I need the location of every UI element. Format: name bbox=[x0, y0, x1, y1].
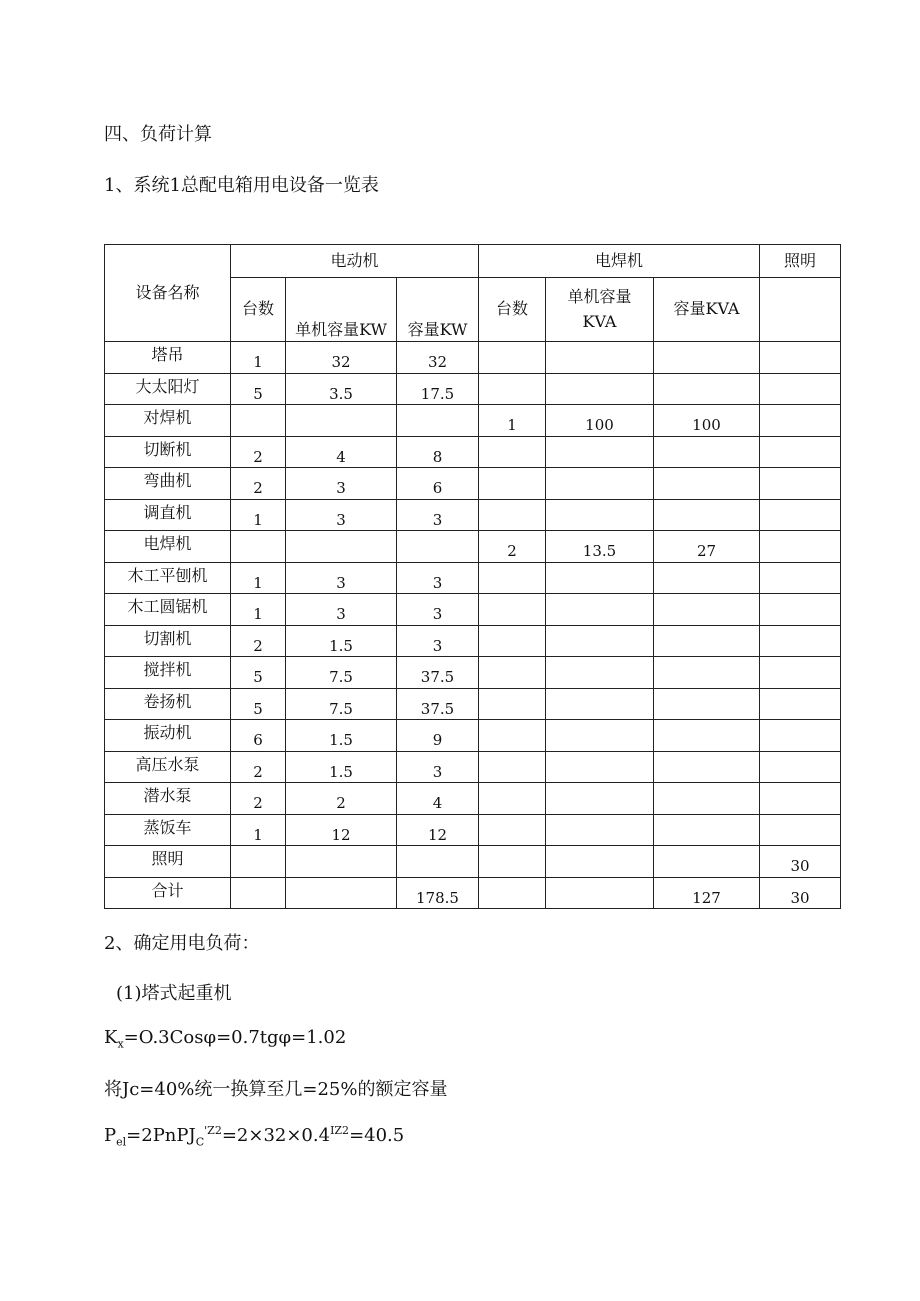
welder-unit-capacity-cell bbox=[546, 373, 654, 405]
lighting-cell bbox=[760, 405, 841, 437]
motor-capacity-cell: 4 bbox=[397, 783, 479, 815]
motor-unit-capacity-cell bbox=[286, 877, 397, 909]
welder-unit-capacity-cell bbox=[546, 751, 654, 783]
motor-unit-capacity-cell: 3 bbox=[286, 499, 397, 531]
device-name-cell: 合计 bbox=[105, 877, 231, 909]
table-row bbox=[105, 342, 841, 374]
motor-capacity-cell: 12 bbox=[397, 814, 479, 846]
motor-unit-capacity-cell: 1.5 bbox=[286, 720, 397, 752]
lighting-cell bbox=[760, 562, 841, 594]
lighting-cell bbox=[760, 688, 841, 720]
lighting-cell bbox=[760, 657, 841, 689]
table-row bbox=[105, 499, 841, 531]
welder-unit-capacity-cell bbox=[546, 688, 654, 720]
welder-unit-capacity-cell: 13.5 bbox=[546, 531, 654, 563]
formula-kx-sub: x bbox=[117, 1037, 124, 1051]
item-tower-crane: (1)塔式起重机 bbox=[116, 983, 232, 1004]
table-row bbox=[105, 657, 841, 689]
welder-count-cell bbox=[479, 814, 546, 846]
table-row bbox=[105, 877, 841, 909]
lighting-cell bbox=[760, 373, 841, 405]
welder-unit-capacity-cell bbox=[546, 720, 654, 752]
motor-count-cell: 1 bbox=[231, 342, 286, 374]
motor-unit-capacity-cell bbox=[286, 531, 397, 563]
formula-kx bbox=[104, 1027, 346, 1051]
device-name-cell: 塔吊 bbox=[105, 342, 231, 374]
motor-unit-capacity-cell: 4 bbox=[286, 436, 397, 468]
welder-capacity-cell bbox=[654, 436, 760, 468]
motor-count-cell: 1 bbox=[231, 499, 286, 531]
lighting-cell bbox=[760, 531, 841, 563]
motor-capacity-cell: 37.5 bbox=[397, 688, 479, 720]
motor-unit-capacity-cell: 3.5 bbox=[286, 373, 397, 405]
welder-count-cell bbox=[479, 720, 546, 752]
motor-capacity-cell: 3 bbox=[397, 499, 479, 531]
motor-unit-capacity-cell: 3 bbox=[286, 594, 397, 626]
motor-unit-capacity-cell bbox=[286, 846, 397, 878]
table-row bbox=[105, 468, 841, 500]
device-name-cell: 电焊机 bbox=[105, 531, 231, 563]
motor-count-cell: 5 bbox=[231, 688, 286, 720]
motor-capacity-cell: 3 bbox=[397, 594, 479, 626]
load-heading: 2、确定用电负荷： bbox=[104, 933, 260, 954]
welder-unit-capacity-cell bbox=[546, 846, 654, 878]
welder-capacity-cell bbox=[654, 657, 760, 689]
welder-capacity-cell: 27 bbox=[654, 531, 760, 563]
motor-capacity-cell: 9 bbox=[397, 720, 479, 752]
header-motor-capacity: 容量KW bbox=[397, 278, 479, 342]
motor-capacity-cell: 17.5 bbox=[397, 373, 479, 405]
welder-capacity-cell bbox=[654, 499, 760, 531]
welder-capacity-cell bbox=[654, 751, 760, 783]
formula-kx-k: K bbox=[104, 1027, 118, 1048]
welder-capacity-cell: 127 bbox=[654, 877, 760, 909]
table-row bbox=[105, 405, 841, 437]
lighting-cell bbox=[760, 814, 841, 846]
welder-capacity-cell bbox=[654, 846, 760, 878]
motor-capacity-cell: 3 bbox=[397, 562, 479, 594]
motor-count-cell: 5 bbox=[231, 373, 286, 405]
formula-pe-sub: el bbox=[116, 1135, 127, 1149]
motor-unit-capacity-cell: 2 bbox=[286, 783, 397, 815]
welder-unit-capacity-cell: 100 bbox=[546, 405, 654, 437]
welder-capacity-cell bbox=[654, 562, 760, 594]
welder-count-cell bbox=[479, 562, 546, 594]
lighting-cell bbox=[760, 625, 841, 657]
table-caption: 1、系统1总配电箱用电设备一览表 bbox=[104, 175, 379, 196]
header-welder-group: 电焊机 bbox=[479, 245, 760, 278]
device-name-cell: 卷扬机 bbox=[105, 688, 231, 720]
welder-unit-capacity-cell bbox=[546, 436, 654, 468]
motor-count-cell: 1 bbox=[231, 594, 286, 626]
header-welder-unit-capacity-line1: 单机容量 bbox=[567, 287, 632, 307]
table-row bbox=[105, 688, 841, 720]
motor-count-cell: 6 bbox=[231, 720, 286, 752]
table-row bbox=[105, 783, 841, 815]
welder-count-cell bbox=[479, 594, 546, 626]
welder-capacity-cell bbox=[654, 373, 760, 405]
header-motor-group: 电动机 bbox=[231, 245, 479, 278]
motor-count-cell bbox=[231, 405, 286, 437]
welder-unit-capacity-cell bbox=[546, 625, 654, 657]
header-welder-unit-capacity bbox=[546, 278, 654, 342]
device-name-cell: 弯曲机 bbox=[105, 468, 231, 500]
motor-capacity-cell: 32 bbox=[397, 342, 479, 374]
lighting-cell bbox=[760, 468, 841, 500]
motor-capacity-cell: 3 bbox=[397, 751, 479, 783]
welder-unit-capacity-cell bbox=[546, 814, 654, 846]
lighting-cell bbox=[760, 436, 841, 468]
motor-count-cell bbox=[231, 531, 286, 563]
welder-unit-capacity-cell bbox=[546, 468, 654, 500]
welder-count-cell bbox=[479, 877, 546, 909]
formula-pe-sup2: IZ2 bbox=[330, 1124, 350, 1137]
welder-count-cell bbox=[479, 751, 546, 783]
motor-unit-capacity-cell: 32 bbox=[286, 342, 397, 374]
header-welder-capacity: 容量KVA bbox=[654, 278, 760, 342]
motor-count-cell: 2 bbox=[231, 783, 286, 815]
table-row bbox=[105, 751, 841, 783]
table-row bbox=[105, 562, 841, 594]
welder-unit-capacity-cell bbox=[546, 562, 654, 594]
lighting-cell bbox=[760, 783, 841, 815]
motor-unit-capacity-cell: 1.5 bbox=[286, 751, 397, 783]
section-title: 四、负荷计算 bbox=[104, 124, 212, 145]
motor-count-cell: 2 bbox=[231, 625, 286, 657]
lighting-cell bbox=[760, 751, 841, 783]
motor-count-cell: 2 bbox=[231, 436, 286, 468]
motor-capacity-cell: 37.5 bbox=[397, 657, 479, 689]
header-motor-unit-capacity: 单机容量KW bbox=[286, 278, 397, 342]
welder-count-cell bbox=[479, 625, 546, 657]
device-name-cell: 木工圆锯机 bbox=[105, 594, 231, 626]
motor-capacity-cell bbox=[397, 405, 479, 437]
conversion-text: 将Jc=40%统一换算至几=25%的额定容量 bbox=[104, 1079, 448, 1100]
lighting-cell: 30 bbox=[760, 877, 841, 909]
motor-unit-capacity-cell: 3 bbox=[286, 468, 397, 500]
welder-count-cell bbox=[479, 688, 546, 720]
motor-count-cell bbox=[231, 846, 286, 878]
motor-count-cell bbox=[231, 877, 286, 909]
formula-kx-rest: =O.3Cosφ=0.7tgφ=1.02 bbox=[123, 1027, 347, 1048]
motor-count-cell: 2 bbox=[231, 751, 286, 783]
header-lighting-group: 照明 bbox=[760, 245, 841, 278]
lighting-cell: 30 bbox=[760, 846, 841, 878]
welder-capacity-cell bbox=[654, 342, 760, 374]
header-device-name: 设备名称 bbox=[105, 245, 231, 342]
device-name-cell: 调直机 bbox=[105, 499, 231, 531]
welder-capacity-cell bbox=[654, 688, 760, 720]
device-name-cell: 搅拌机 bbox=[105, 657, 231, 689]
welder-unit-capacity-cell bbox=[546, 594, 654, 626]
table-row bbox=[105, 594, 841, 626]
table-row bbox=[105, 436, 841, 468]
welder-count-cell bbox=[479, 783, 546, 815]
device-name-cell: 高压水泵 bbox=[105, 751, 231, 783]
motor-unit-capacity-cell: 3 bbox=[286, 562, 397, 594]
motor-capacity-cell: 178.5 bbox=[397, 877, 479, 909]
formula-pe bbox=[104, 1124, 404, 1149]
header-lighting-empty bbox=[760, 278, 841, 342]
header-welder-count: 台数 bbox=[479, 278, 546, 342]
motor-capacity-cell: 6 bbox=[397, 468, 479, 500]
lighting-cell bbox=[760, 499, 841, 531]
device-name-cell: 大太阳灯 bbox=[105, 373, 231, 405]
motor-count-cell: 1 bbox=[231, 814, 286, 846]
motor-unit-capacity-cell: 7.5 bbox=[286, 657, 397, 689]
device-name-cell: 对焊机 bbox=[105, 405, 231, 437]
motor-capacity-cell bbox=[397, 531, 479, 563]
motor-unit-capacity-cell bbox=[286, 405, 397, 437]
formula-pe-mid: =2PnPJ bbox=[126, 1125, 196, 1146]
welder-count-cell bbox=[479, 436, 546, 468]
welder-count-cell bbox=[479, 373, 546, 405]
welder-capacity-cell: 100 bbox=[654, 405, 760, 437]
table-row bbox=[105, 373, 841, 405]
device-name-cell: 蒸饭车 bbox=[105, 814, 231, 846]
motor-count-cell: 2 bbox=[231, 468, 286, 500]
welder-count-cell bbox=[479, 657, 546, 689]
formula-pe-p: P bbox=[104, 1125, 117, 1146]
welder-count-cell: 1 bbox=[479, 405, 546, 437]
motor-count-cell: 1 bbox=[231, 562, 286, 594]
table-row bbox=[105, 846, 841, 878]
motor-count-cell: 5 bbox=[231, 657, 286, 689]
welder-capacity-cell bbox=[654, 814, 760, 846]
table-row bbox=[105, 814, 841, 846]
lighting-cell bbox=[760, 342, 841, 374]
device-name-cell: 切割机 bbox=[105, 625, 231, 657]
motor-unit-capacity-cell: 7.5 bbox=[286, 688, 397, 720]
welder-count-cell: 2 bbox=[479, 531, 546, 563]
welder-unit-capacity-cell bbox=[546, 783, 654, 815]
header-welder-unit-capacity-line2: KVA bbox=[582, 311, 617, 331]
lighting-cell bbox=[760, 720, 841, 752]
welder-count-cell bbox=[479, 846, 546, 878]
header-motor-count: 台数 bbox=[231, 278, 286, 342]
welder-count-cell bbox=[479, 499, 546, 531]
device-name-cell: 照明 bbox=[105, 846, 231, 878]
motor-capacity-cell bbox=[397, 846, 479, 878]
device-name-cell: 木工平刨机 bbox=[105, 562, 231, 594]
welder-unit-capacity-cell bbox=[546, 877, 654, 909]
equipment-table bbox=[104, 244, 841, 909]
welder-capacity-cell bbox=[654, 783, 760, 815]
device-name-cell: 振动机 bbox=[105, 720, 231, 752]
table-row bbox=[105, 720, 841, 752]
motor-capacity-cell: 3 bbox=[397, 625, 479, 657]
welder-capacity-cell bbox=[654, 594, 760, 626]
motor-unit-capacity-cell: 1.5 bbox=[286, 625, 397, 657]
welder-count-cell bbox=[479, 468, 546, 500]
formula-pe-c-sub: C bbox=[195, 1135, 205, 1149]
welder-unit-capacity-cell bbox=[546, 499, 654, 531]
welder-capacity-cell bbox=[654, 468, 760, 500]
formula-pe-sup1: 'Z2 bbox=[204, 1124, 222, 1137]
welder-capacity-cell bbox=[654, 720, 760, 752]
table-row bbox=[105, 625, 841, 657]
device-name-cell: 切断机 bbox=[105, 436, 231, 468]
table-row bbox=[105, 531, 841, 563]
motor-unit-capacity-cell: 12 bbox=[286, 814, 397, 846]
lighting-cell bbox=[760, 594, 841, 626]
motor-capacity-cell: 8 bbox=[397, 436, 479, 468]
welder-unit-capacity-cell bbox=[546, 657, 654, 689]
welder-capacity-cell bbox=[654, 625, 760, 657]
welder-count-cell bbox=[479, 342, 546, 374]
formula-pe-mid2: =2×32×0.4 bbox=[221, 1125, 331, 1146]
formula-pe-result: =40.5 bbox=[349, 1125, 405, 1146]
welder-unit-capacity-cell bbox=[546, 342, 654, 374]
device-name-cell: 潜水泵 bbox=[105, 783, 231, 815]
